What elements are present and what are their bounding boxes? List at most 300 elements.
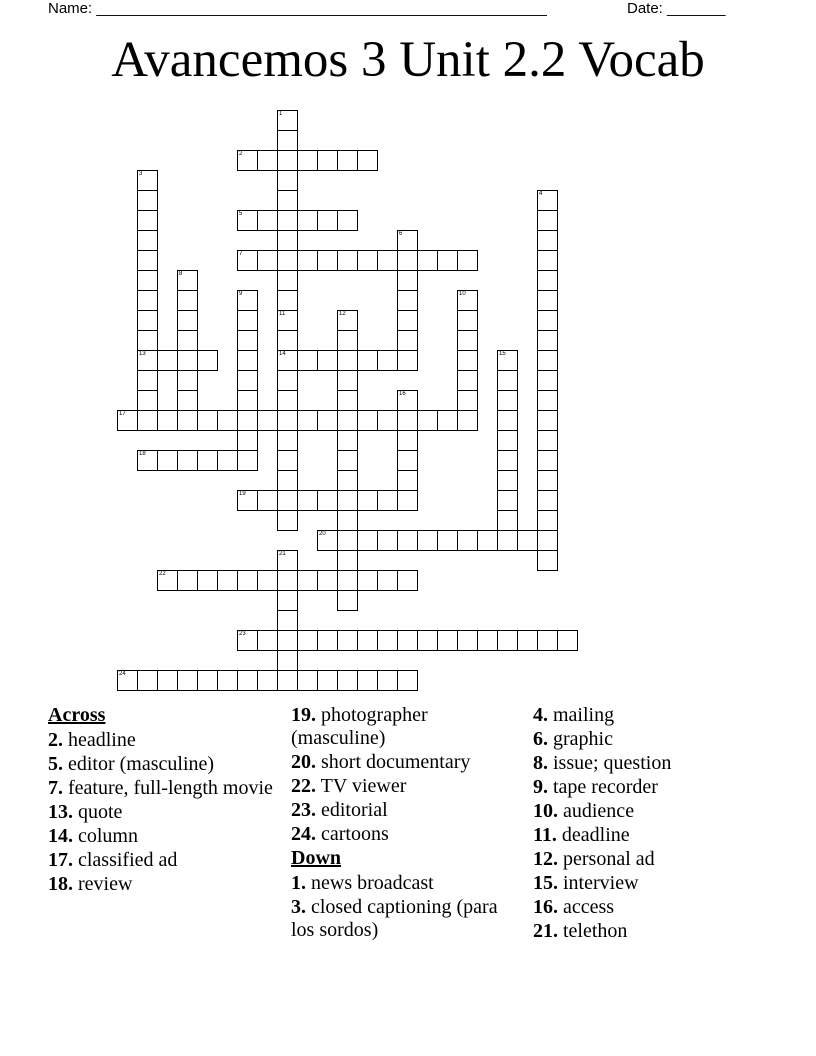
across-clue bbox=[48, 753, 278, 776]
crossword-cell[interactable] bbox=[277, 210, 298, 231]
crossword-cell[interactable] bbox=[177, 270, 198, 291]
clue-number: 20 bbox=[319, 531, 326, 537]
crossword-cell[interactable] bbox=[317, 570, 338, 591]
crossword-cell[interactable] bbox=[317, 530, 338, 551]
crossword-cell[interactable] bbox=[277, 330, 298, 351]
crossword-cell[interactable] bbox=[337, 570, 358, 591]
crossword-cell[interactable] bbox=[457, 290, 478, 311]
crossword-cell[interactable] bbox=[317, 210, 338, 231]
crossword-cell[interactable] bbox=[457, 350, 478, 371]
clue-text: headline bbox=[68, 729, 136, 751]
clue-text: audience bbox=[563, 800, 635, 822]
clue-number: 13 bbox=[139, 351, 146, 357]
crossword-cell[interactable] bbox=[357, 670, 378, 691]
clue-number: 8. bbox=[533, 752, 548, 774]
crossword-cell[interactable] bbox=[177, 570, 198, 591]
clue-number: 11. bbox=[533, 824, 557, 846]
clue-text: access bbox=[563, 896, 615, 918]
crossword-cell[interactable] bbox=[337, 350, 358, 371]
clue-number: 9 bbox=[239, 291, 243, 297]
crossword-cell[interactable] bbox=[397, 230, 418, 251]
crossword-cell[interactable] bbox=[337, 490, 358, 511]
clue-number: 22. bbox=[291, 775, 316, 797]
crossword-cell[interactable] bbox=[417, 250, 438, 271]
clue-number: 9. bbox=[533, 776, 548, 798]
crossword-cell[interactable] bbox=[177, 350, 198, 371]
crossword-cell[interactable] bbox=[137, 310, 158, 331]
clue-text: interview bbox=[563, 872, 639, 894]
crossword-cell[interactable] bbox=[497, 390, 518, 411]
crossword-cell[interactable] bbox=[157, 350, 178, 371]
crossword-cell[interactable] bbox=[337, 630, 358, 651]
crossword-cell[interactable] bbox=[137, 410, 158, 431]
crossword-cell[interactable] bbox=[297, 150, 318, 171]
crossword-cell[interactable] bbox=[377, 250, 398, 271]
clue-number: 20. bbox=[291, 751, 316, 773]
crossword-cell[interactable] bbox=[557, 630, 578, 651]
crossword-cell[interactable] bbox=[217, 570, 238, 591]
crossword-cell[interactable] bbox=[237, 350, 258, 371]
crossword-cell[interactable] bbox=[397, 250, 418, 271]
crossword-cell[interactable] bbox=[257, 150, 278, 171]
crossword-cell[interactable] bbox=[137, 270, 158, 291]
crossword-cell[interactable] bbox=[237, 310, 258, 331]
crossword-cell[interactable] bbox=[417, 530, 438, 551]
crossword-cell[interactable] bbox=[257, 490, 278, 511]
crossword-cell[interactable] bbox=[137, 370, 158, 391]
crossword-cell[interactable] bbox=[497, 630, 518, 651]
crossword-cell[interactable] bbox=[157, 450, 178, 471]
crossword-cell[interactable] bbox=[337, 530, 358, 551]
crossword-cell[interactable] bbox=[457, 250, 478, 271]
crossword-cell[interactable] bbox=[257, 210, 278, 231]
clue-number: 1 bbox=[279, 111, 283, 117]
crossword-cell[interactable] bbox=[537, 270, 558, 291]
crossword-cell[interactable] bbox=[277, 490, 298, 511]
crossword-cell[interactable] bbox=[397, 430, 418, 451]
crossword-cell[interactable] bbox=[137, 670, 158, 691]
crossword-cell[interactable] bbox=[177, 290, 198, 311]
clue-number: 24. bbox=[291, 823, 316, 845]
crossword-cell[interactable] bbox=[197, 670, 218, 691]
crossword-cell[interactable] bbox=[457, 410, 478, 431]
clue-number: 7 bbox=[239, 251, 243, 257]
crossword-cell[interactable] bbox=[377, 410, 398, 431]
crossword-cell[interactable] bbox=[137, 190, 158, 211]
crossword-cell[interactable] bbox=[337, 390, 358, 411]
clue-number: 12 bbox=[339, 311, 346, 317]
crossword-cell[interactable] bbox=[297, 410, 318, 431]
down-clue bbox=[533, 800, 763, 823]
crossword-cell[interactable] bbox=[137, 390, 158, 411]
crossword-cell[interactable] bbox=[297, 570, 318, 591]
crossword-cell[interactable] bbox=[337, 430, 358, 451]
crossword-cell[interactable] bbox=[277, 170, 298, 191]
crossword-cell[interactable] bbox=[537, 450, 558, 471]
clue-number: 17 bbox=[119, 411, 126, 417]
across-clue bbox=[48, 825, 278, 848]
crossword-cell[interactable] bbox=[237, 450, 258, 471]
across-heading: Across bbox=[48, 704, 106, 726]
clue-number: 5. bbox=[48, 753, 63, 775]
crossword-cell[interactable] bbox=[397, 530, 418, 551]
crossword-cell[interactable] bbox=[437, 250, 458, 271]
crossword-cell[interactable] bbox=[397, 270, 418, 291]
crossword-cell[interactable] bbox=[297, 210, 318, 231]
crossword-cell[interactable] bbox=[137, 290, 158, 311]
crossword-cell[interactable] bbox=[237, 390, 258, 411]
crossword-cell[interactable] bbox=[137, 250, 158, 271]
crossword-cell[interactable] bbox=[537, 510, 558, 531]
clue-text: cartoons bbox=[321, 823, 389, 845]
clues-column-1 bbox=[48, 704, 278, 897]
crossword-cell[interactable] bbox=[497, 350, 518, 371]
across-clue bbox=[48, 801, 278, 824]
down-clue bbox=[291, 872, 521, 895]
down-heading: Down bbox=[291, 847, 342, 869]
crossword-cell[interactable] bbox=[237, 670, 258, 691]
clues-column-2 bbox=[291, 704, 521, 943]
crossword-cell[interactable] bbox=[437, 630, 458, 651]
clue-number: 11 bbox=[279, 311, 286, 317]
crossword-cell[interactable] bbox=[297, 490, 318, 511]
crossword-cell[interactable] bbox=[277, 470, 298, 491]
crossword-cell[interactable] bbox=[277, 430, 298, 451]
down-clue bbox=[533, 896, 763, 919]
clue-text: quote bbox=[78, 801, 123, 823]
clue-number: 6 bbox=[399, 231, 403, 237]
crossword-cell[interactable] bbox=[277, 370, 298, 391]
clue-number: 12. bbox=[533, 848, 558, 870]
crossword-cell[interactable] bbox=[217, 450, 238, 471]
crossword-cell[interactable] bbox=[537, 370, 558, 391]
crossword-cell[interactable] bbox=[277, 150, 298, 171]
crossword-cell[interactable] bbox=[137, 350, 158, 371]
crossword-cell[interactable] bbox=[277, 230, 298, 251]
crossword-cell[interactable] bbox=[337, 550, 358, 571]
crossword-cell[interactable] bbox=[497, 370, 518, 391]
crossword-cell[interactable] bbox=[317, 350, 338, 371]
crossword-cell[interactable] bbox=[137, 170, 158, 191]
crossword-cell[interactable] bbox=[277, 270, 298, 291]
crossword-cell[interactable] bbox=[537, 290, 558, 311]
crossword-cell[interactable] bbox=[177, 390, 198, 411]
crossword-cell[interactable] bbox=[537, 430, 558, 451]
clue-number: 16 bbox=[399, 391, 406, 397]
crossword-cell[interactable] bbox=[237, 570, 258, 591]
crossword-cell[interactable] bbox=[537, 310, 558, 331]
crossword-cell[interactable] bbox=[497, 410, 518, 431]
name-line[interactable]: Name: ______________________________________________________ bbox=[48, 0, 547, 17]
clue-number: 16. bbox=[533, 896, 558, 918]
crossword-cell[interactable] bbox=[137, 450, 158, 471]
crossword-cell[interactable] bbox=[237, 150, 258, 171]
clue-number: 4 bbox=[539, 191, 543, 197]
crossword-cell[interactable] bbox=[497, 430, 518, 451]
crossword-cell[interactable] bbox=[397, 290, 418, 311]
clue-text: editor (masculine) bbox=[68, 753, 215, 775]
crossword-cell[interactable] bbox=[277, 590, 298, 611]
crossword-cell[interactable] bbox=[517, 530, 538, 551]
crossword-cell[interactable] bbox=[177, 670, 198, 691]
crossword-cell[interactable] bbox=[337, 510, 358, 531]
clue-text: graphic bbox=[553, 728, 613, 750]
crossword-cell[interactable] bbox=[537, 210, 558, 231]
crossword-cell[interactable] bbox=[277, 250, 298, 271]
crossword-cell[interactable] bbox=[457, 630, 478, 651]
crossword-cell[interactable] bbox=[337, 250, 358, 271]
crossword-cell[interactable] bbox=[357, 410, 378, 431]
clue-number: 13. bbox=[48, 801, 73, 823]
crossword-cell[interactable] bbox=[397, 310, 418, 331]
crossword-cell[interactable] bbox=[277, 130, 298, 151]
down-clue bbox=[533, 920, 763, 943]
crossword-cell[interactable] bbox=[337, 450, 358, 471]
crossword-cell[interactable] bbox=[277, 190, 298, 211]
crossword-cell[interactable] bbox=[117, 670, 138, 691]
crossword-cell[interactable] bbox=[237, 430, 258, 451]
crossword-cell[interactable] bbox=[337, 670, 358, 691]
clues-column-3 bbox=[533, 704, 763, 944]
clue-number: 15. bbox=[533, 872, 558, 894]
crossword-cell[interactable] bbox=[377, 630, 398, 651]
crossword-cell[interactable] bbox=[537, 190, 558, 211]
crossword-cell[interactable] bbox=[297, 350, 318, 371]
crossword-cell[interactable] bbox=[497, 490, 518, 511]
crossword-cell[interactable] bbox=[397, 490, 418, 511]
crossword-cell[interactable] bbox=[337, 590, 358, 611]
crossword-cell[interactable] bbox=[277, 510, 298, 531]
crossword-cell[interactable] bbox=[317, 630, 338, 651]
crossword-cell[interactable] bbox=[357, 250, 378, 271]
crossword-cell[interactable] bbox=[117, 410, 138, 431]
clue-number: 5 bbox=[239, 211, 243, 217]
crossword-cell[interactable] bbox=[317, 250, 338, 271]
crossword-cell[interactable] bbox=[237, 410, 258, 431]
crossword-cell[interactable] bbox=[497, 530, 518, 551]
crossword-cell[interactable] bbox=[497, 470, 518, 491]
crossword-cell[interactable] bbox=[397, 670, 418, 691]
crossword-cell[interactable] bbox=[177, 330, 198, 351]
clue-number: 21. bbox=[533, 920, 558, 942]
crossword-cell[interactable] bbox=[277, 110, 298, 131]
crossword-cell[interactable] bbox=[537, 390, 558, 411]
crossword-cell[interactable] bbox=[397, 410, 418, 431]
clue-number: 23 bbox=[239, 631, 246, 637]
clue-number: 21 bbox=[279, 551, 286, 557]
clue-text: mailing bbox=[553, 704, 615, 726]
crossword-cell[interactable] bbox=[317, 150, 338, 171]
across-clue bbox=[48, 729, 278, 752]
crossword-cell[interactable] bbox=[257, 250, 278, 271]
crossword-cell[interactable] bbox=[277, 290, 298, 311]
crossword-cell[interactable] bbox=[177, 370, 198, 391]
crossword-cell[interactable] bbox=[277, 570, 298, 591]
crossword-cell[interactable] bbox=[457, 530, 478, 551]
crossword-cell[interactable] bbox=[257, 630, 278, 651]
crossword-cell[interactable] bbox=[357, 150, 378, 171]
crossword-cell[interactable] bbox=[417, 410, 438, 431]
crossword-cell[interactable] bbox=[337, 310, 358, 331]
crossword-cell[interactable] bbox=[137, 210, 158, 231]
crossword-cell[interactable] bbox=[437, 530, 458, 551]
crossword-cell[interactable] bbox=[357, 530, 378, 551]
clue-number: 18. bbox=[48, 873, 73, 895]
crossword-cell[interactable] bbox=[457, 390, 478, 411]
crossword-cell[interactable] bbox=[237, 630, 258, 651]
crossword-cell[interactable] bbox=[297, 250, 318, 271]
crossword-cell[interactable] bbox=[337, 210, 358, 231]
crossword-cell[interactable] bbox=[377, 570, 398, 591]
crossword-cell[interactable] bbox=[297, 630, 318, 651]
crossword-cell[interactable] bbox=[377, 490, 398, 511]
crossword-cell[interactable] bbox=[277, 550, 298, 571]
crossword-cell[interactable] bbox=[277, 610, 298, 631]
crossword-cell[interactable] bbox=[397, 630, 418, 651]
clue-number: 23. bbox=[291, 799, 316, 821]
crossword-cell[interactable] bbox=[537, 490, 558, 511]
crossword-cell[interactable] bbox=[217, 410, 238, 431]
crossword-cell[interactable] bbox=[317, 670, 338, 691]
crossword-cell[interactable] bbox=[457, 370, 478, 391]
clue-number: 10. bbox=[533, 800, 558, 822]
crossword-cell[interactable] bbox=[537, 530, 558, 551]
clue-number: 14. bbox=[48, 825, 73, 847]
crossword-cell[interactable] bbox=[337, 370, 358, 391]
crossword-cell[interactable] bbox=[537, 350, 558, 371]
crossword-cell[interactable] bbox=[317, 410, 338, 431]
clue-number: 6. bbox=[533, 728, 548, 750]
crossword-cell[interactable] bbox=[237, 210, 258, 231]
crossword-cell[interactable] bbox=[317, 490, 338, 511]
crossword-cell[interactable] bbox=[357, 630, 378, 651]
across-clue bbox=[291, 751, 521, 774]
crossword-cell[interactable] bbox=[537, 550, 558, 571]
crossword-cell[interactable] bbox=[517, 630, 538, 651]
crossword-cell[interactable] bbox=[277, 310, 298, 331]
crossword-cell[interactable] bbox=[537, 470, 558, 491]
down-clue bbox=[533, 872, 763, 895]
crossword-cell[interactable] bbox=[137, 330, 158, 351]
crossword-cell[interactable] bbox=[277, 650, 298, 671]
clue-number: 15 bbox=[499, 351, 506, 357]
crossword-cell[interactable] bbox=[537, 250, 558, 271]
crossword-cell[interactable] bbox=[537, 630, 558, 651]
crossword-cell[interactable] bbox=[537, 330, 558, 351]
crossword-cell[interactable] bbox=[477, 630, 498, 651]
crossword-cell[interactable] bbox=[397, 470, 418, 491]
crossword-cell[interactable] bbox=[157, 410, 178, 431]
crossword-cell[interactable] bbox=[537, 230, 558, 251]
crossword-cell[interactable] bbox=[297, 670, 318, 691]
crossword-cell[interactable] bbox=[177, 310, 198, 331]
crossword-cell[interactable] bbox=[157, 670, 178, 691]
crossword-cell[interactable] bbox=[377, 350, 398, 371]
crossword-cell[interactable] bbox=[337, 330, 358, 351]
crossword-cell[interactable] bbox=[237, 250, 258, 271]
crossword-cell[interactable] bbox=[337, 150, 358, 171]
crossword-cell[interactable] bbox=[217, 670, 238, 691]
down-clue bbox=[533, 848, 763, 871]
crossword-cell[interactable] bbox=[277, 450, 298, 471]
date-line[interactable]: Date: _______ bbox=[627, 0, 726, 17]
across-clue bbox=[48, 849, 278, 872]
crossword-cell[interactable] bbox=[157, 570, 178, 591]
crossword-cell[interactable] bbox=[417, 630, 438, 651]
crossword-cell[interactable] bbox=[197, 570, 218, 591]
crossword-cell[interactable] bbox=[177, 450, 198, 471]
down-clue bbox=[533, 728, 763, 751]
clue-number: 3. bbox=[291, 896, 306, 918]
clue-text: classified ad bbox=[78, 849, 178, 871]
crossword-cell[interactable] bbox=[257, 570, 278, 591]
clue-number: 22 bbox=[159, 571, 166, 577]
crossword-cell[interactable] bbox=[197, 450, 218, 471]
crossword-cell[interactable] bbox=[277, 670, 298, 691]
clue-number: 10 bbox=[459, 291, 466, 297]
across-clue bbox=[48, 873, 278, 896]
crossword-cell[interactable] bbox=[497, 450, 518, 471]
crossword-cell[interactable] bbox=[277, 410, 298, 431]
crossword-cell[interactable] bbox=[377, 670, 398, 691]
crossword-cell[interactable] bbox=[477, 530, 498, 551]
crossword-cell[interactable] bbox=[357, 350, 378, 371]
clue-text: telethon bbox=[563, 920, 628, 942]
crossword-cell[interactable] bbox=[497, 510, 518, 531]
across-clue bbox=[48, 777, 278, 800]
crossword-cell[interactable] bbox=[137, 230, 158, 251]
crossword-cell[interactable] bbox=[457, 310, 478, 331]
crossword-cell[interactable] bbox=[237, 290, 258, 311]
clue-number: 19 bbox=[239, 491, 246, 497]
crossword-cell[interactable] bbox=[277, 630, 298, 651]
crossword-cell[interactable] bbox=[237, 370, 258, 391]
crossword-cell[interactable] bbox=[357, 570, 378, 591]
crossword-cell[interactable] bbox=[197, 410, 218, 431]
crossword-cell[interactable] bbox=[337, 410, 358, 431]
across-clue bbox=[291, 799, 521, 822]
crossword-cell[interactable] bbox=[457, 330, 478, 351]
crossword-cell[interactable] bbox=[177, 410, 198, 431]
crossword-cell[interactable] bbox=[397, 350, 418, 371]
crossword-cell[interactable] bbox=[537, 410, 558, 431]
clue-number: 8 bbox=[179, 271, 183, 277]
crossword-cell[interactable] bbox=[257, 410, 278, 431]
crossword-cell[interactable] bbox=[277, 350, 298, 371]
crossword-cell[interactable] bbox=[397, 570, 418, 591]
clue-text: feature, full-length movie bbox=[68, 777, 273, 799]
crossword-cell[interactable] bbox=[337, 470, 358, 491]
clue-number: 24 bbox=[119, 671, 126, 677]
crossword-cell[interactable] bbox=[377, 530, 398, 551]
crossword-cell[interactable] bbox=[237, 490, 258, 511]
crossword-cell[interactable] bbox=[357, 490, 378, 511]
crossword-cell[interactable] bbox=[397, 390, 418, 411]
across-clue bbox=[291, 704, 521, 750]
crossword-cell[interactable] bbox=[277, 390, 298, 411]
crossword-cell[interactable] bbox=[397, 330, 418, 351]
clue-text: issue; question bbox=[553, 752, 672, 774]
clue-text: TV viewer bbox=[320, 775, 407, 797]
clue-number: 7. bbox=[48, 777, 63, 799]
crossword-cell[interactable] bbox=[397, 450, 418, 471]
crossword-cell[interactable] bbox=[257, 670, 278, 691]
crossword-cell[interactable] bbox=[237, 330, 258, 351]
crossword-cell[interactable] bbox=[437, 410, 458, 431]
clue-number: 17. bbox=[48, 849, 73, 871]
crossword-cell[interactable] bbox=[197, 350, 218, 371]
clue-number: 2 bbox=[239, 151, 243, 157]
